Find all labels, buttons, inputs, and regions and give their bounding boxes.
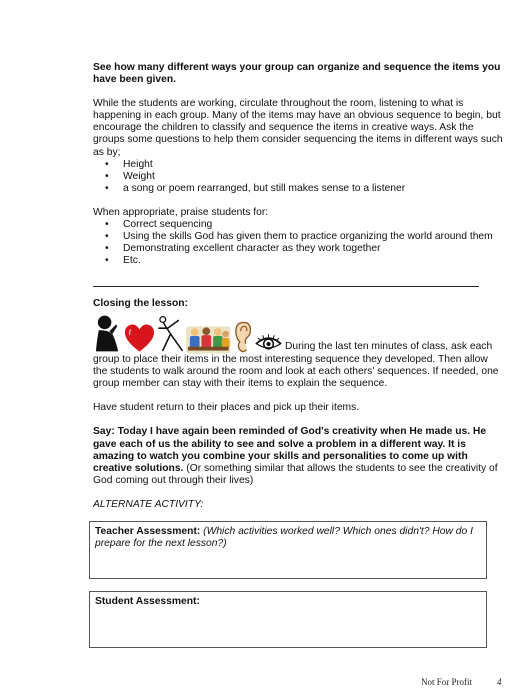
list-item: • Using the skills God has given them to practice organizing the world around them [93,231,503,243]
praying-child-icon [93,314,122,354]
stretching-person-icon [157,314,184,354]
teacher-assessment-text [95,526,481,550]
list-item: • Correct sequencing [93,219,503,231]
list-item: • Etc. [93,255,503,267]
list-item: • a song or poem rearranged, but still makes sense to a listener [93,183,503,195]
page-number: 4 [497,677,502,687]
say-plain-text: (Or something similar that allows the students to see the creativity of God coming out through their lives) [93,462,498,486]
praise-lead: When appropriate, praise students for: [93,206,269,218]
say-paragraph [93,426,503,486]
heart-icon [124,324,155,354]
say-lead: Say: [93,426,118,438]
teacher-assessment-prompt: (Which activities worked well? Which ones didn't? How do I prepare for the next lesson?) [95,526,473,550]
section-divider [93,286,479,287]
say-bold-text: Today I have again been reminded of God's creativity when He made us. He gave each of us the ability to see and solve a problem in a different way. It is amazing to watch you combine your skills and personalities to come up with creative solutions. [93,426,487,474]
learning-icons [93,314,283,354]
list-item: • Height [93,159,503,171]
page-footer [421,676,502,688]
closing-text-start: During the last ten minutes of class, ask each [285,341,493,352]
return-instruction: Have student return to their places and pick up their items. [93,402,360,414]
eye-icon [254,332,283,354]
teacher-assessment-box [89,521,487,579]
praise-list [93,219,503,267]
alternate-activity: ALTERNATE ACTIVITY: [93,498,204,510]
student-assessment-box [89,591,487,648]
teacher-assessment-label: Teacher Assessment: [95,526,201,537]
closing-heading: Closing the lesson: [93,298,188,309]
children-group-icon [186,320,231,354]
intro-section [93,62,503,267]
ear-icon [233,320,252,354]
list-item: • Weight [93,171,503,183]
intro-paragraph: While the students are working, circulate throughout the room, listening to what is happening in each group. Many of the items may have an obvious sequence to begin, but encourage the children to classify and sequence the items in creative ways. Ask the groups some questions to help them consider sequencing the items in different ways such as by; [93,98,503,158]
student-assessment-label: Student Assessment: [95,596,200,607]
footer-text: Not For Profit [421,677,473,687]
closing-section [93,298,503,511]
closing-text: group to place their items in the most interesting sequence they developed. Then allow the students to walk around the room and look at each others' sequences. If needed, one group member can stay with their items to explain the sequence. [93,354,499,390]
intro-heading: See how many different ways your group can organize and sequence the items you have been given. [93,62,501,86]
list-item: • Demonstrating excellent character as they work together [93,243,503,255]
sequence-list [93,159,503,195]
